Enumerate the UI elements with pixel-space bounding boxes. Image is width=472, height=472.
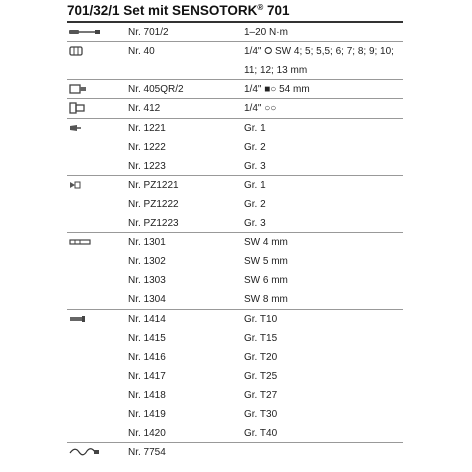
part-description: 1/4" ○○ xyxy=(244,103,277,115)
part-description: 11; 12; 13 mm xyxy=(244,65,308,77)
part-number: Nr. PZ1221 xyxy=(128,179,179,191)
part-description: Gr. 3 xyxy=(244,218,266,229)
part-description: 1–20 N·m xyxy=(244,27,288,38)
part-description: 1/4" ⭘ SW 4; 5; 5,5; 6; 7; 8; 9; 10; xyxy=(244,46,394,58)
part-number: Nr. 1419 xyxy=(128,409,166,420)
pozidriv-bit-icon xyxy=(67,178,103,192)
part-number: Nr. 1416 xyxy=(128,351,166,363)
part-description: Gr. T10 xyxy=(244,313,278,325)
table-row xyxy=(0,310,472,328)
part-number: Nr. PZ1223 xyxy=(128,218,179,229)
table-row xyxy=(0,214,472,232)
table-row xyxy=(0,119,472,137)
adapter-icon xyxy=(67,101,103,115)
part-description: Gr. T27 xyxy=(244,389,278,401)
table-row xyxy=(0,233,472,251)
table-row xyxy=(0,405,472,423)
part-description: Gr. 2 xyxy=(244,141,266,153)
socket-icon xyxy=(67,44,103,58)
part-description: Gr. T20 xyxy=(244,351,278,363)
table-row xyxy=(0,329,472,347)
hex-bit-icon xyxy=(67,235,103,249)
bit-holder-icon xyxy=(67,82,103,96)
table-row xyxy=(0,443,472,461)
table-row xyxy=(0,99,472,117)
table-row xyxy=(0,348,472,366)
part-number: Nr. 1223 xyxy=(128,160,166,172)
cable-icon xyxy=(67,445,103,459)
part-number: Nr. 1221 xyxy=(128,122,166,134)
title-suffix: 701 xyxy=(263,3,290,18)
table-row xyxy=(0,424,472,442)
slotted-bit-icon xyxy=(67,121,103,135)
part-description: SW 6 mm xyxy=(244,275,288,287)
table-row xyxy=(0,138,472,156)
part-number: Nr. 1302 xyxy=(128,256,166,268)
part-description: Gr. 1 xyxy=(244,122,266,134)
part-description: Gr. 2 xyxy=(244,198,266,210)
part-number: Nr. 1415 xyxy=(128,332,166,344)
registered-mark: ® xyxy=(257,3,264,12)
part-number: Nr. 1304 xyxy=(128,294,166,306)
table-row xyxy=(0,23,472,41)
table-row xyxy=(0,42,472,60)
part-number: Nr. 405QR/2 xyxy=(128,84,184,96)
part-description: Gr. 3 xyxy=(244,160,266,172)
table-row xyxy=(0,386,472,404)
part-number: Nr. 1303 xyxy=(128,275,166,287)
part-description: Gr. 1 xyxy=(244,179,266,191)
part-description: Gr. T15 xyxy=(244,332,278,344)
part-description: 1/4" ■○ 54 mm xyxy=(244,84,310,96)
table-row xyxy=(0,271,472,289)
part-number: Nr. 1301 xyxy=(128,237,166,249)
table-row xyxy=(0,80,472,98)
table-row xyxy=(0,195,472,213)
part-description: Gr. T30 xyxy=(244,409,278,420)
torx-bit-icon xyxy=(67,312,103,326)
table-row xyxy=(0,252,472,270)
part-description: SW 4 mm xyxy=(244,237,288,249)
page-title xyxy=(67,3,290,18)
part-number: Nr. 1420 xyxy=(128,428,166,440)
part-number: Nr. 701/2 xyxy=(128,27,169,38)
part-number: Nr. 412 xyxy=(128,103,161,115)
table-row xyxy=(0,61,472,79)
part-number: Nr. 1222 xyxy=(128,141,166,153)
part-number: Nr. 1417 xyxy=(128,370,166,382)
part-number: Nr. 40 xyxy=(128,46,155,58)
torque-wrench-icon xyxy=(67,25,103,39)
part-description: SW 8 mm xyxy=(244,294,288,306)
part-description: Gr. T40 xyxy=(244,428,278,440)
part-number: Nr. 1414 xyxy=(128,313,166,325)
part-number: Nr. PZ1222 xyxy=(128,198,179,210)
table-row xyxy=(0,367,472,385)
table-row xyxy=(0,157,472,175)
part-number: Nr. 1418 xyxy=(128,389,166,401)
table-row xyxy=(0,290,472,308)
part-description: Gr. T25 xyxy=(244,370,278,382)
table-row xyxy=(0,176,472,194)
title-prefix: 701/32/1 Set mit SENSOTORK xyxy=(67,3,258,18)
part-number: Nr. 7754 xyxy=(128,447,166,459)
part-description: SW 5 mm xyxy=(244,256,288,268)
